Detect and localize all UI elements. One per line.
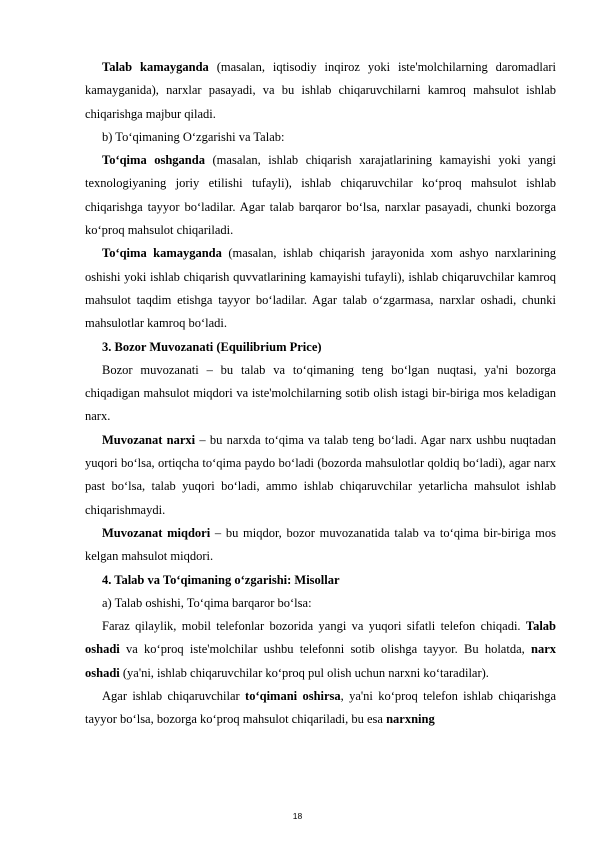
page-number: 18 (292, 811, 303, 821)
paragraph (85, 126, 556, 149)
text-run: (ya'ni, ishlab chiqaruvchilar ko‘proq pul olish uchun narxni ko‘taradilar). (119, 665, 489, 680)
paragraph (85, 56, 556, 126)
bold-run: narx oshadi (85, 642, 556, 680)
bold-run: To‘qima oshganda (102, 153, 205, 168)
text-run: b) To‘qimaning O‘zgarishi va Talab: (102, 129, 285, 144)
paragraph (85, 569, 556, 592)
paragraph (85, 336, 556, 359)
paragraph (85, 242, 556, 335)
text-run: va ko‘proq iste'molchilar ushbu telefonni sotib olishga tayyor. Bu holatda, (119, 642, 531, 657)
text-run: Faraz qilaylik, mobil telefonlar bozorida yangi va yuqori sifatli telefon chiqadi. (102, 619, 526, 634)
bold-run: Muvozanat miqdori (102, 525, 211, 540)
paragraph (85, 615, 556, 685)
paragraph (85, 522, 556, 569)
bold-run: 4. Talab va To‘qimaning o‘zgarishi: Misollar (102, 572, 340, 587)
text-run: Agar ishlab chiqaruvchilar (102, 689, 246, 704)
paragraph (85, 685, 556, 732)
text-run: Bozor muvozanati – bu talab va to‘qimaning teng bo‘lgan nuqtasi, ya'ni bozorga chiqadigan mahsulot miqdori va iste'molchilarning sotib olish istagi bir-biriga mos keladigan narx. (85, 362, 556, 424)
text-run: , ya'ni ko‘proq telefon ishlab chiqarishga tayyor bo‘lsa, bozorga ko‘proq mahsulot chiqariladi, bu esa (85, 689, 556, 727)
bold-run: 3. Bozor Muvozanati (Equilibrium Price) (102, 339, 322, 354)
bold-run: Talab oshadi (85, 619, 556, 657)
document-page (85, 56, 556, 732)
bold-run: To‘qima kamayganda (102, 246, 222, 261)
bold-run: Talab kamayganda (102, 60, 209, 74)
bold-run: Muvozanat narxi (102, 432, 196, 447)
text-run: – bu miqdor, bozor muvozanatida talab va to‘qima bir-biriga mos kelgan mahsulot miqdori. (85, 525, 556, 564)
text-run: a) Talab oshishi, To‘qima barqaror bo‘lsa: (102, 595, 312, 610)
text-run: (masalan, ishlab chiqarish xarajatlarining kamayishi yoki yangi texnologiyaning joriy etilishi tufayli), ishlab chiqaruvchilar ko‘proq mahsulot ishlab chiqarishga tayyor bo‘ladilar. Agar talab barqaror bo‘lsa, narxlar pasayadi, chunki bozorga ko‘proq mahsulot chiqariladi. (85, 153, 556, 238)
text-run: – bu narxda to‘qima va talab teng bo‘ladi. Agar narx ushbu nuqtadan yuqori bo‘lsa, ortiqcha to‘qima paydo bo‘ladi (bozorda mahsulotlar qoldiq bo‘ladi), agar narx past bo‘lsa, talab yuqori bo‘ladi, ammo ishlab chiqaruvchilar yetarlicha mahsulot ishlab chiqarishmaydi. (85, 432, 556, 517)
paragraph (85, 149, 556, 242)
bold-run: to‘qimani oshirsa (245, 689, 341, 704)
text-run: (masalan, iqtisodiy inqiroz yoki iste'molchilarning daromadlari kamayganida), narxlar pasayadi, va bu ishlab chiqaruvchilarni kamroq mahsulot ishlab chiqarishga majbur qiladi. (85, 60, 556, 121)
paragraph (85, 429, 556, 522)
paragraph (85, 592, 556, 615)
bold-run: narxning (386, 712, 435, 727)
text-run: (masalan, ishlab chiqarish jarayonida xom ashyo narxlarining oshishi yoki ishlab chiqarish quvvatlarining kamayishi tufayli), ishlab chiqaruvchilar kamroq mahsulot taqdim etishga tayyor bo‘ladilar. Agar talab o‘zgarmasa, narxlar oshadi, chunki mahsulotlar kamroq bo‘ladi. (85, 246, 556, 331)
paragraph (85, 359, 556, 429)
